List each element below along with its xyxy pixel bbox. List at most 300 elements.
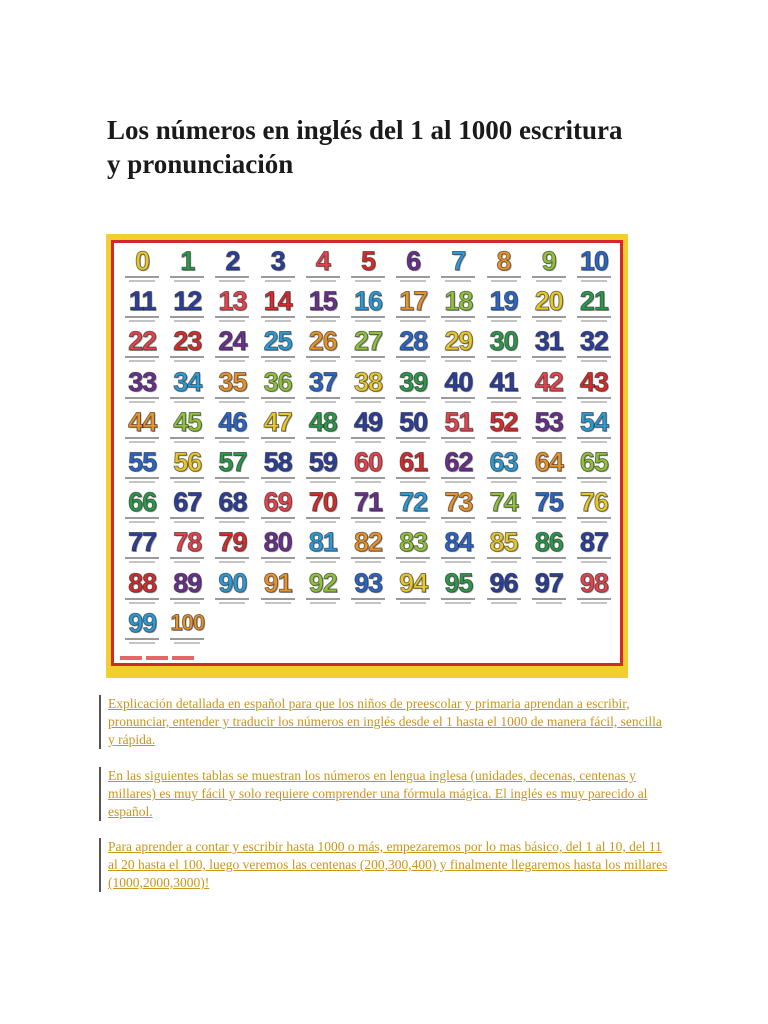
poster-number: 32 xyxy=(579,326,608,357)
poster-number-caption xyxy=(170,598,204,600)
poster-number-caption xyxy=(355,602,381,604)
poster-number: 28 xyxy=(399,326,428,357)
poster-number-caption xyxy=(487,437,521,439)
poster-number-caption xyxy=(581,280,607,282)
poster-number-cell xyxy=(391,488,435,528)
poster-number-caption xyxy=(306,557,340,559)
poster-number-caption xyxy=(351,316,385,318)
poster-number-caption xyxy=(445,320,471,322)
poster-number-caption xyxy=(129,280,155,282)
poster-number-caption xyxy=(400,441,426,443)
poster-number: 19 xyxy=(489,286,518,317)
poster-number-caption xyxy=(491,401,517,403)
poster-number-caption xyxy=(532,557,566,559)
poster-number: 50 xyxy=(399,406,428,437)
poster-number-cell xyxy=(481,488,525,528)
poster-number-caption xyxy=(532,598,566,600)
poster-number-cell xyxy=(120,569,164,609)
poster-number-caption xyxy=(491,561,517,563)
poster-number-caption xyxy=(215,477,249,479)
poster-number-cell xyxy=(165,488,209,528)
poster-number-caption xyxy=(310,320,336,322)
poster-number-caption xyxy=(129,481,155,483)
poster-number-caption xyxy=(577,477,611,479)
poster-number: 41 xyxy=(489,366,518,397)
poster-number-caption xyxy=(310,521,336,523)
poster-number: 99 xyxy=(128,607,157,638)
poster-number-caption xyxy=(219,441,245,443)
poster-number-caption xyxy=(174,481,200,483)
numbers-poster-image xyxy=(106,234,628,678)
poster-number-cell xyxy=(436,247,480,287)
tables-link-paragraph[interactable]: En las siguientes tablas se muestran los números en lengua inglesa (unidades, decenas, centenas y millares) es muy fácil y solo requiere comprender una fórmula mágica. El inglés es muy parecido al español. xyxy=(99,767,668,821)
poster-number-cell xyxy=(527,408,571,448)
poster-number-caption xyxy=(487,276,521,278)
poster-number-cell xyxy=(527,528,571,568)
poster-number: 52 xyxy=(489,406,518,437)
poster-number-cell xyxy=(572,488,616,528)
poster-number-cell xyxy=(120,287,164,327)
poster-number: 31 xyxy=(534,326,563,357)
poster-number-caption xyxy=(577,437,611,439)
poster-number: 10 xyxy=(579,246,608,276)
poster-number: 62 xyxy=(444,447,473,477)
poster-number-caption xyxy=(491,481,517,483)
poster-number-cell xyxy=(165,368,209,408)
poster-number-caption xyxy=(306,517,340,519)
poster-number-caption xyxy=(125,598,159,600)
poster-number-cell xyxy=(436,569,480,609)
poster-number-caption xyxy=(487,316,521,318)
poster-number-cell xyxy=(436,448,480,488)
poster-number-caption xyxy=(581,561,607,563)
poster-number-cell xyxy=(346,488,390,528)
poster-number-caption xyxy=(487,517,521,519)
poster-number: 13 xyxy=(218,286,247,317)
poster-number-caption xyxy=(129,642,155,644)
poster-number-cell xyxy=(481,368,525,408)
poster-number: 91 xyxy=(263,567,292,598)
poster-number: 75 xyxy=(534,487,563,518)
poster-number-cell xyxy=(301,368,345,408)
poster-number: 2 xyxy=(225,246,240,276)
footer-mark xyxy=(172,656,194,660)
poster-number: 38 xyxy=(353,366,383,397)
poster-number-caption xyxy=(125,517,159,519)
poster-number-cell xyxy=(165,408,209,448)
poster-number: 6 xyxy=(406,246,421,276)
poster-number-caption xyxy=(125,638,159,640)
poster-frame xyxy=(111,240,623,666)
poster-number: 97 xyxy=(534,567,563,598)
poster-number-caption xyxy=(396,598,430,600)
poster-number-caption xyxy=(532,316,566,318)
poster-number: 67 xyxy=(173,487,202,518)
poster-number-caption xyxy=(129,602,155,604)
poster-number-caption xyxy=(445,280,471,282)
poster-number-cell xyxy=(120,408,164,448)
poster-number: 22 xyxy=(128,326,157,357)
poster-number-caption xyxy=(351,517,385,519)
poster-number: 76 xyxy=(579,487,608,518)
poster-number-caption xyxy=(581,602,607,604)
poster-number-cell xyxy=(210,368,254,408)
poster-number-caption xyxy=(174,642,200,644)
poster-number-caption xyxy=(441,437,475,439)
poster-number-caption xyxy=(265,441,291,443)
poster-number: 60 xyxy=(353,447,383,477)
poster-number-cell xyxy=(301,327,345,367)
poster-number-cell xyxy=(572,528,616,568)
poster-number-caption xyxy=(125,397,159,399)
poster-number-cell xyxy=(210,528,254,568)
poster-number-caption xyxy=(441,397,475,399)
poster-number-cell xyxy=(256,327,300,367)
poster-number-caption xyxy=(351,477,385,479)
poster-number-caption xyxy=(581,521,607,523)
poster-number-caption xyxy=(310,280,336,282)
poster-number-cell xyxy=(210,327,254,367)
page-title: Los números en inglés del 1 al 1000 escritura y pronunciación xyxy=(107,115,623,179)
poster-number-caption xyxy=(174,320,200,322)
poster-number-caption xyxy=(215,598,249,600)
poster-number: 69 xyxy=(263,487,292,518)
poster-number-caption xyxy=(261,356,295,358)
poster-number-cell xyxy=(120,528,164,568)
poster-number: 12 xyxy=(173,286,202,317)
poster-number-caption xyxy=(577,397,611,399)
poster-number: 1 xyxy=(180,246,195,276)
poster-number-caption xyxy=(215,356,249,358)
poster-number-caption xyxy=(581,320,607,322)
poster-number: 3 xyxy=(270,246,285,276)
poster-number-cell xyxy=(301,247,345,287)
poster-number-caption xyxy=(310,360,336,362)
poster-number-caption xyxy=(487,356,521,358)
poster-number-caption xyxy=(445,360,471,362)
poster-number-caption xyxy=(215,397,249,399)
poster-number-cell xyxy=(120,609,164,649)
poster-number-caption xyxy=(310,401,336,403)
poster-number: 36 xyxy=(263,366,292,397)
poster-number: 18 xyxy=(444,286,473,317)
poster-number-caption xyxy=(355,561,381,563)
poster-number-cell xyxy=(481,408,525,448)
poster-number-cell xyxy=(301,569,345,609)
poster-number-caption xyxy=(351,437,385,439)
poster-number: 64 xyxy=(534,447,563,477)
poster-number-cell xyxy=(346,448,390,488)
poster-number-caption xyxy=(219,521,245,523)
poster-number-caption xyxy=(577,557,611,559)
poster-number-caption xyxy=(215,557,249,559)
poster-number-caption xyxy=(306,356,340,358)
poster-number-caption xyxy=(536,320,562,322)
poster-number: 93 xyxy=(353,567,383,598)
poster-number-caption xyxy=(265,561,291,563)
poster-number-caption xyxy=(265,481,291,483)
poster-number-cell xyxy=(210,287,254,327)
poster-number-cell xyxy=(527,569,571,609)
poster-number: 89 xyxy=(173,567,202,598)
poster-number-cell xyxy=(301,488,345,528)
poster-number-caption xyxy=(215,276,249,278)
poster-number-caption xyxy=(396,356,430,358)
poster-number-cell xyxy=(256,488,300,528)
poster-number-caption xyxy=(491,602,517,604)
poster-number-caption xyxy=(441,276,475,278)
poster-number-caption xyxy=(170,557,204,559)
poster-number-caption xyxy=(487,557,521,559)
poster-number-caption xyxy=(215,517,249,519)
poster-number-cell xyxy=(346,408,390,448)
footer-mark xyxy=(146,656,168,660)
poster-number-caption xyxy=(351,598,385,600)
poster-number-caption xyxy=(174,360,200,362)
poster-number: 51 xyxy=(444,406,473,437)
poster-number-cell xyxy=(391,448,435,488)
poster-number-caption xyxy=(445,481,471,483)
poster-number-caption xyxy=(215,437,249,439)
poster-number-cell xyxy=(436,368,480,408)
poster-number: 66 xyxy=(128,487,157,518)
poster-number: 81 xyxy=(308,527,337,558)
poster-number-caption xyxy=(441,557,475,559)
poster-number-cell xyxy=(527,327,571,367)
poster-number-caption xyxy=(441,598,475,600)
poster-number-caption xyxy=(125,356,159,358)
poster-number: 96 xyxy=(489,567,518,598)
poster-number-cell xyxy=(572,247,616,287)
poster-number-caption xyxy=(174,521,200,523)
poster-number: 21 xyxy=(579,286,608,317)
poster-number-cell xyxy=(120,488,164,528)
poster-number-cell xyxy=(527,247,571,287)
poster-number-caption xyxy=(536,602,562,604)
poster-number: 72 xyxy=(399,487,428,518)
poster-number-caption xyxy=(219,320,245,322)
intro-link-paragraph[interactable]: Explicación detallada en español para que los niños de preescolar y primaria aprendan a escribir, pronunciar, entender y traducir los números en inglés desde el 1 hasta el 1000 de manera fácil, sencilla y rápida. xyxy=(99,695,668,749)
poster-number-caption xyxy=(396,276,430,278)
poster-number-caption xyxy=(487,598,521,600)
poster-number-caption xyxy=(351,356,385,358)
poster-number-cell xyxy=(391,287,435,327)
poster-number-cell xyxy=(301,287,345,327)
poster-number-caption xyxy=(445,401,471,403)
poster-number: 30 xyxy=(489,326,518,357)
poster-number-caption xyxy=(129,401,155,403)
poster-number-caption xyxy=(536,360,562,362)
poster-number-caption xyxy=(445,521,471,523)
poster-number-caption xyxy=(265,280,291,282)
poster-number: 58 xyxy=(263,447,292,477)
poster-number-caption xyxy=(174,602,200,604)
poster-number: 20 xyxy=(534,286,563,317)
poster-number-cell xyxy=(481,448,525,488)
poster-number-cell xyxy=(120,327,164,367)
poster-number-caption xyxy=(351,397,385,399)
poster-number: 78 xyxy=(173,527,202,558)
poster-number-caption xyxy=(310,602,336,604)
poster-number: 24 xyxy=(218,326,247,357)
poster-number-cell xyxy=(572,448,616,488)
poster-number-caption xyxy=(441,517,475,519)
poster-number-caption xyxy=(125,437,159,439)
poster-number-cell xyxy=(391,368,435,408)
poster-number-cell xyxy=(256,287,300,327)
poster-number-cell xyxy=(572,408,616,448)
poster-number-caption xyxy=(396,557,430,559)
poster-number-cell xyxy=(301,448,345,488)
poster-number-cell xyxy=(120,448,164,488)
poster-number-caption xyxy=(581,441,607,443)
poster-number-cell xyxy=(120,368,164,408)
poster-number-caption xyxy=(536,280,562,282)
poster-number-cell xyxy=(481,528,525,568)
poster-number: 65 xyxy=(579,447,608,477)
poster-number: 29 xyxy=(444,326,473,357)
poster-number-caption xyxy=(351,276,385,278)
poster-number-caption xyxy=(400,401,426,403)
poster-number-caption xyxy=(445,441,471,443)
poster-number-caption xyxy=(400,602,426,604)
poster-number: 7 xyxy=(451,246,466,276)
poster-number-cell xyxy=(256,448,300,488)
poster-number-caption xyxy=(265,602,291,604)
poster-number-caption xyxy=(306,477,340,479)
poster-number-cell xyxy=(165,528,209,568)
poster-number: 55 xyxy=(128,447,157,477)
poster-number-caption xyxy=(306,397,340,399)
poster-number-caption xyxy=(265,521,291,523)
poster-number-caption xyxy=(310,441,336,443)
poster-number: 5 xyxy=(360,246,375,276)
poster-number-caption xyxy=(536,441,562,443)
poster-number: 57 xyxy=(218,447,247,477)
poster-number-caption xyxy=(265,401,291,403)
poster-number-caption xyxy=(577,316,611,318)
poster-number: 26 xyxy=(308,326,337,357)
poster-number-caption xyxy=(219,360,245,362)
poster-number-cell xyxy=(346,287,390,327)
poster-number-caption xyxy=(261,477,295,479)
poster-number: 100 xyxy=(170,609,205,635)
poster-number: 87 xyxy=(579,527,608,558)
poster-number: 16 xyxy=(353,286,383,317)
poster-number-caption xyxy=(265,360,291,362)
poster-number: 79 xyxy=(218,527,247,558)
poster-number: 27 xyxy=(353,326,383,357)
poster-number-caption xyxy=(129,561,155,563)
poster-number-cell xyxy=(436,327,480,367)
poster-number-cell xyxy=(256,368,300,408)
poster-number-cell xyxy=(481,287,525,327)
poster-number-caption xyxy=(577,276,611,278)
poster-number-cell xyxy=(165,247,209,287)
poster-number: 68 xyxy=(218,487,247,518)
poster-number-cell xyxy=(391,327,435,367)
poster-number-cell xyxy=(527,448,571,488)
poster-number: 63 xyxy=(489,447,518,477)
poster-number-caption xyxy=(219,280,245,282)
poster-number: 56 xyxy=(173,447,202,477)
poster-number-cell xyxy=(210,569,254,609)
poster-number-caption xyxy=(170,316,204,318)
poster-number-caption xyxy=(581,401,607,403)
poster-number-caption xyxy=(581,481,607,483)
poster-number-caption xyxy=(261,397,295,399)
poster-number-caption xyxy=(400,280,426,282)
poster-number: 61 xyxy=(399,447,428,477)
poster-number: 94 xyxy=(399,567,428,598)
poster-number-caption xyxy=(219,561,245,563)
poster-number-caption xyxy=(170,638,204,640)
poster-number-caption xyxy=(396,316,430,318)
poster-number-cell xyxy=(165,327,209,367)
poster-number-caption xyxy=(400,360,426,362)
poster-number-cell xyxy=(481,327,525,367)
poster-number: 80 xyxy=(263,527,292,558)
poster-number: 73 xyxy=(444,487,473,518)
poster-number-caption xyxy=(445,561,471,563)
poster-number-cell xyxy=(527,368,571,408)
poster-number-caption xyxy=(400,481,426,483)
poster-number: 59 xyxy=(308,447,337,477)
counting-link-paragraph[interactable]: Para aprender a contar y escribir hasta 1000 o más, empezaremos por lo mas básico, del 1 al 10, del 11 al 20 hasta el 100, luego veremos las centenas (200,300,400) y finalmente llegaremos hasta los millares (1000,2000,3000)! xyxy=(99,838,668,892)
poster-number-caption xyxy=(355,481,381,483)
poster-number-cell xyxy=(572,569,616,609)
poster-number-caption xyxy=(355,401,381,403)
poster-number: 23 xyxy=(173,326,202,357)
poster-number-caption xyxy=(491,280,517,282)
poster-number-cell xyxy=(301,528,345,568)
poster-number-cell xyxy=(436,488,480,528)
poster-number-caption xyxy=(532,276,566,278)
poster-number: 70 xyxy=(308,487,337,518)
poster-number: 25 xyxy=(263,326,292,357)
poster-number-caption xyxy=(306,316,340,318)
poster-number-cell xyxy=(210,448,254,488)
poster-number: 15 xyxy=(308,286,337,317)
poster-number-cell xyxy=(391,528,435,568)
numbers-grid xyxy=(120,247,616,649)
poster-number-cell xyxy=(391,408,435,448)
poster-number: 90 xyxy=(218,567,247,598)
poster-number: 98 xyxy=(579,567,608,598)
poster-number-caption xyxy=(170,477,204,479)
poster-number-cell xyxy=(210,488,254,528)
poster-number-caption xyxy=(170,356,204,358)
poster-number-cell xyxy=(165,448,209,488)
poster-number-cell xyxy=(210,408,254,448)
poster-number: 49 xyxy=(353,406,383,437)
poster-number: 45 xyxy=(173,406,202,437)
poster-number-cell xyxy=(165,287,209,327)
poster-number-caption xyxy=(581,360,607,362)
poster-number-caption xyxy=(306,598,340,600)
poster-number: 17 xyxy=(399,286,428,317)
poster-number-caption xyxy=(129,521,155,523)
poster-number-caption xyxy=(219,602,245,604)
poster-number: 95 xyxy=(444,567,473,598)
poster-number-caption xyxy=(400,320,426,322)
poster-number-cell xyxy=(256,528,300,568)
poster-number-caption xyxy=(261,437,295,439)
poster-number-cell xyxy=(256,247,300,287)
poster-number-caption xyxy=(219,481,245,483)
poster-number-caption xyxy=(536,401,562,403)
poster-number: 71 xyxy=(353,487,383,518)
